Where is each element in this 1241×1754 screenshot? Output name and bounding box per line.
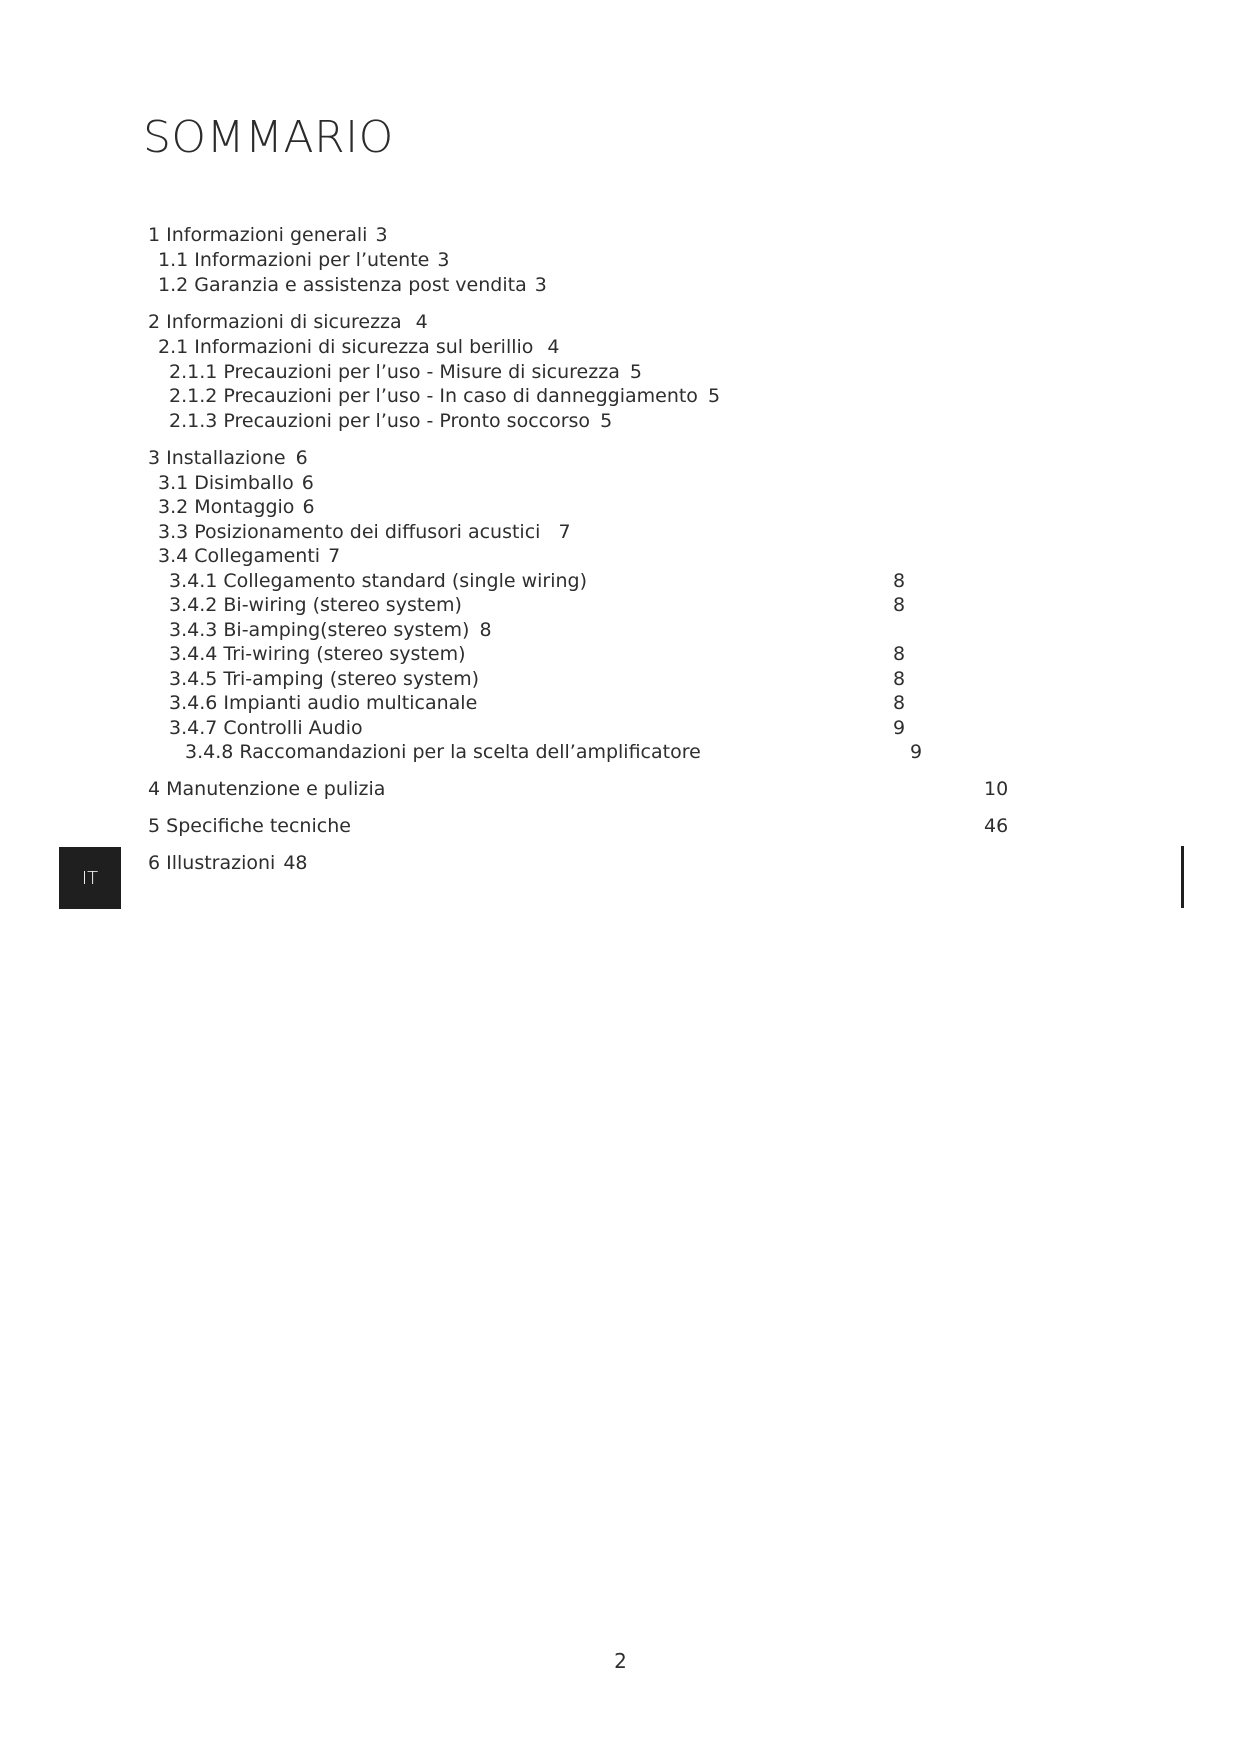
toc-entry-2-1-3[interactable] (169, 409, 612, 433)
toc-entry-3-4-5[interactable] (169, 667, 479, 691)
toc-entry-page: 3 (534, 274, 547, 296)
toc-entry-page: 7 (558, 521, 571, 543)
toc-entry-6[interactable] (148, 851, 308, 875)
toc-entry-page: 7 (328, 545, 341, 567)
toc-entry-label: 2 Informazioni di sicurezza (148, 311, 402, 333)
toc-entry-label: 4 Manutenzione e pulizia (148, 778, 386, 800)
toc-entry-label: 3.4.4 Tri-wiring (stereo system) (169, 643, 466, 665)
toc-entry-label: 2.1 Informazioni di sicurezza sul berillio (158, 336, 534, 358)
toc-entry-page: 5 (707, 385, 721, 407)
toc-entry-label: 6 Illustrazioni (148, 852, 276, 874)
toc-entry-label: 2.1.1 Precauzioni per l’uso - Misure di sicurezza (169, 361, 620, 383)
toc-entry-3-4-2[interactable] (169, 593, 462, 617)
toc-entry-page: 8 (893, 570, 906, 592)
toc-entry-page: 8 (479, 619, 492, 641)
toc-entry-label: 3.4.7 Controlli Audio (169, 717, 363, 739)
toc-entry-page: 6 (295, 447, 308, 469)
toc-entry-label: 3.4.8 Raccomandazioni per la scelta dell’amplificatore (185, 741, 701, 763)
toc-entry-1-2[interactable] (158, 273, 547, 297)
toc-entry-3[interactable] (148, 446, 308, 470)
toc-entry-page: 9 (910, 741, 923, 763)
toc-entry-label: 2.1.3 Precauzioni per l’uso - Pronto soccorso (169, 410, 591, 432)
toc-entry-page: 10 (984, 778, 1009, 800)
toc-entry-label: 3.4.3 Bi-amping(stereo system) (169, 619, 470, 641)
toc-entry-label: 3.4.5 Tri-amping (stereo system) (169, 668, 480, 690)
toc-entry-2-1-1[interactable] (169, 360, 642, 384)
toc-entry-label: 1.2 Garanzia e assistenza post vendita (158, 274, 527, 296)
toc-entry-page: 6 (301, 472, 314, 494)
toc-entry-2-1-2[interactable] (169, 384, 720, 408)
toc-entry-label: 3.4.2 Bi-wiring (stereo system) (169, 594, 462, 616)
section-edge-marker (1181, 846, 1184, 908)
toc-entry-label: 3.2 Montaggio (158, 496, 295, 518)
toc-entry-page: 6 (302, 496, 315, 518)
toc-entry-3-3[interactable] (158, 520, 571, 544)
toc-entry-label: 3.4.1 Collegamento standard (single wiring) (169, 570, 588, 592)
toc-entry-page: 46 (984, 815, 1009, 837)
toc-entry-page: 8 (893, 594, 906, 616)
toc-entry-page: 8 (893, 668, 906, 690)
toc-entry-3-1[interactable] (158, 471, 314, 495)
toc-entry-1[interactable] (148, 223, 388, 247)
toc-entry-page: 8 (893, 692, 906, 714)
toc-entry-page: 8 (893, 643, 906, 665)
toc-entry-page: 4 (547, 336, 560, 358)
toc-entry-label: 3.3 Posizionamento dei diffusori acustici (158, 521, 541, 543)
toc-entry-1-1[interactable] (158, 248, 449, 272)
toc-entry-2-1[interactable] (158, 335, 560, 359)
toc-entry-3-4-8[interactable] (185, 740, 701, 764)
toc-entry-label: 1 Informazioni generali (148, 224, 368, 246)
toc-entry-3-4-1[interactable] (169, 569, 587, 593)
toc-entry-page: 3 (437, 249, 450, 271)
toc-entry-page: 5 (600, 410, 613, 432)
toc-entry-5[interactable] (148, 814, 351, 838)
toc-entry-label: 3.1 Disimballo (158, 472, 294, 494)
toc-entry-2[interactable] (148, 310, 428, 334)
language-tab: IT (59, 847, 121, 909)
toc-entry-page: 3 (375, 224, 388, 246)
toc-entry-3-4[interactable] (158, 544, 340, 568)
toc-entry-page: 4 (415, 311, 428, 333)
toc-entry-3-4-3[interactable] (169, 618, 492, 642)
toc-entry-label: 2.1.2 Precauzioni per l’uso - In caso di danneggiamento (169, 385, 698, 407)
page-number: 2 (614, 1649, 627, 1673)
toc-entry-page: 9 (893, 717, 906, 739)
toc-entry-page: 5 (629, 361, 642, 383)
toc-entry-3-4-7[interactable] (169, 716, 363, 740)
toc-entry-label: 1.1 Informazioni per l’utente (158, 249, 430, 271)
toc-entry-label: 5 Specifiche tecniche (148, 815, 351, 837)
page-title: SOMMARIO (143, 112, 394, 163)
toc-entry-label: 3 Installazione (148, 447, 286, 469)
toc-entry-4[interactable] (148, 777, 385, 801)
toc-entry-label: 3.4.6 Impianti audio multicanale (169, 692, 478, 714)
toc-entry-3-4-6[interactable] (169, 691, 477, 715)
toc-entry-3-4-4[interactable] (169, 642, 466, 666)
toc-entry-page: 48 (283, 852, 308, 874)
toc-entry-label: 3.4 Collegamenti (158, 545, 321, 567)
toc-entry-3-2[interactable] (158, 495, 315, 519)
